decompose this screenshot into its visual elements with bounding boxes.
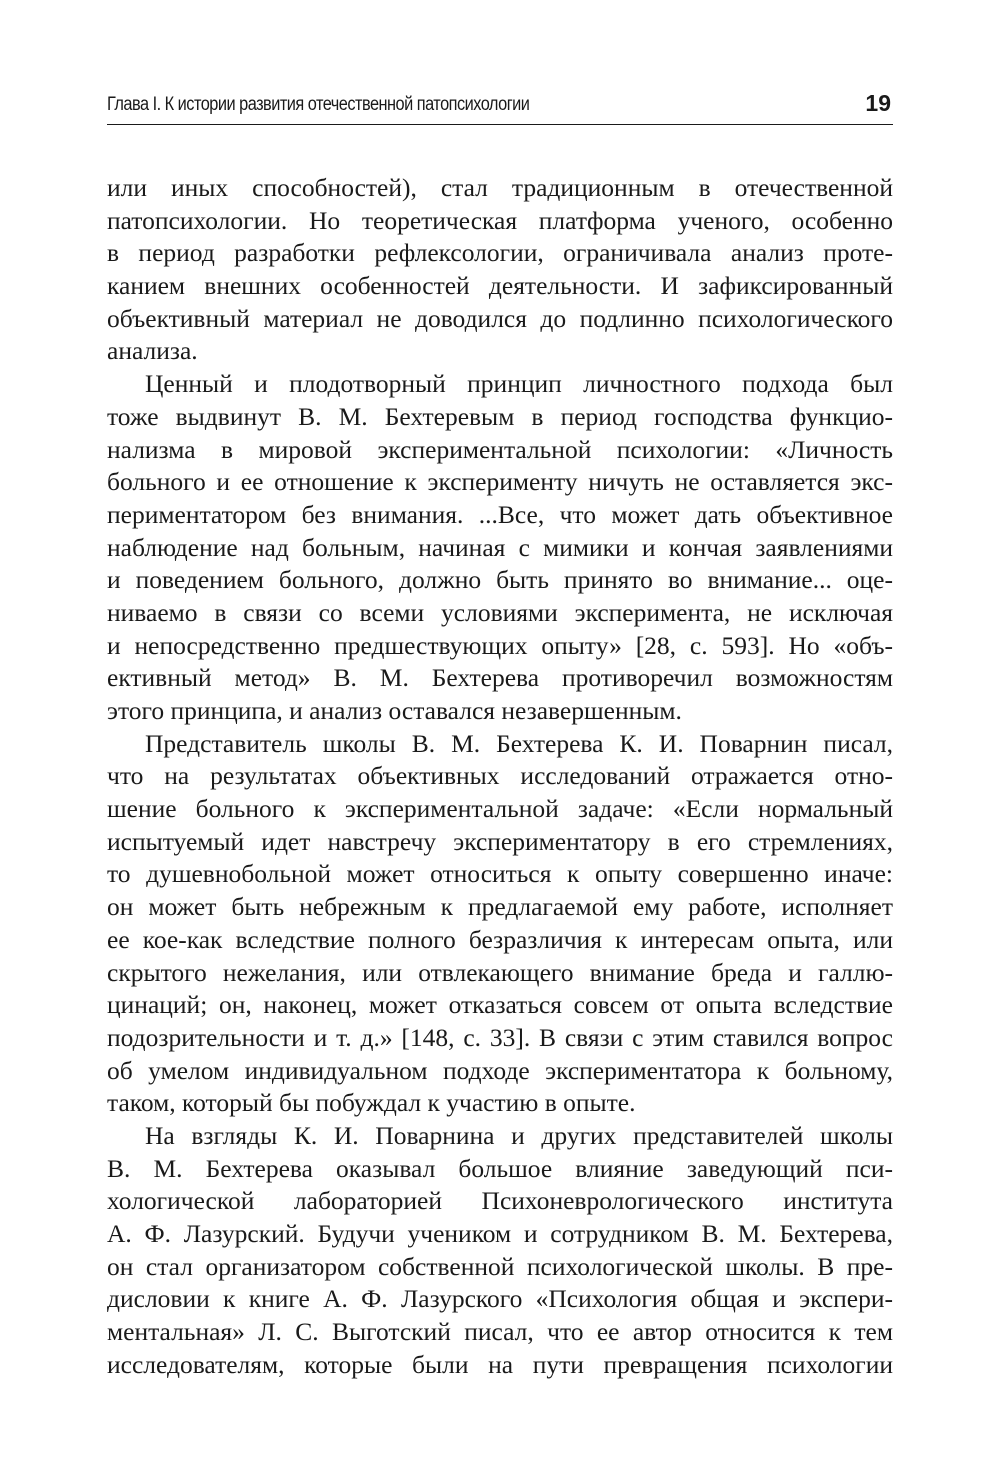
text-line: цинаций; он, наконец, может отказаться совсем от опыта вследствие bbox=[107, 990, 893, 1020]
chapter-title: Глава I. К истории развития отечественной патопсихологии bbox=[107, 94, 530, 115]
text-line: патопсихологии. Но теоретическая платформа ученого, особенно bbox=[107, 205, 893, 235]
paragraph-3 bbox=[107, 728, 893, 1120]
text-line: хологической лабораторией Психоневрологического института bbox=[107, 1186, 893, 1216]
text-line: таком, который бы побуждал к участию в опыте. bbox=[107, 1088, 636, 1118]
text-line: подозрительности и т. д.» [148, с. 33]. В связи с этим ставился вопрос bbox=[107, 1022, 893, 1052]
text-line: анализа. bbox=[107, 336, 198, 366]
text-line: А. Ф. Лазурский. Будучи учеником и сотрудником В. М. Бехтерева, bbox=[107, 1219, 893, 1248]
running-header bbox=[107, 88, 893, 125]
text-line: наблюдение над больным, начиная с мимики и кончая заявлениями bbox=[107, 532, 893, 562]
text-line: тоже выдвинут В. М. Бехтеревым в период господства функцио- bbox=[107, 401, 893, 431]
text-line: Ценный и плодотворный принцип личностного подхода был bbox=[145, 369, 893, 399]
text-line: он может быть небрежным к предлагаемой ему работе, исполняет bbox=[107, 892, 893, 922]
text-line: периментатором без внимания. ...Все, что может дать объективное bbox=[107, 499, 893, 529]
text-line: этого принципа, и анализ оставался незавершенным. bbox=[107, 696, 682, 725]
text-line: он стал организатором собственной психологической школы. В пре- bbox=[107, 1251, 893, 1281]
text-line: испытуемый идет навстречу экспериментатору в его стремлениях, bbox=[107, 826, 893, 856]
page-number: 19 bbox=[865, 90, 891, 116]
text-line: то душевнобольной может относиться к опыту совершенно иначе: bbox=[107, 859, 893, 889]
text-line: В. М. Бехтерева оказывал большое влияние заведующий пси- bbox=[107, 1153, 893, 1183]
text-line: и поведением больного, должно быть принято во внимание... оце- bbox=[107, 565, 893, 595]
text-line: шение больного к экспериментальной задаче: «Если нормальный bbox=[107, 794, 893, 824]
body-text bbox=[107, 172, 893, 1381]
text-line: На взгляды К. И. Поварнина и других представителей школы bbox=[145, 1120, 893, 1150]
text-line: и непосредственно предшествующих опыту» [28, с. 593]. Но «объ- bbox=[107, 630, 893, 660]
text-line: ее кое-как вследствие полного безразличия к интересам опыта, или bbox=[107, 924, 893, 954]
paragraph-4 bbox=[107, 1120, 893, 1382]
text-line: канием внешних особенностей деятельности. И зафиксированный bbox=[107, 271, 893, 301]
text-line: ниваемо в связи со всеми условиями эксперимента, не исключая bbox=[107, 597, 893, 627]
text-line: об умелом индивидуальном подходе экспериментатора к больному, bbox=[107, 1055, 893, 1085]
text-line: больного и ее отношение к эксперименту ничуть не оставляется экс- bbox=[107, 467, 893, 497]
text-line: ментальная» Л. С. Выготский писал, что ее автор относится к тем bbox=[107, 1317, 893, 1347]
text-line: дисловии к книге А. Ф. Лазурского «Психология общая и экспери- bbox=[107, 1284, 893, 1314]
text-line: в период разработки рефлексологии, ограничивала анализ проте- bbox=[107, 238, 893, 268]
text-line: исследователям, которые были на пути превращения психологии bbox=[107, 1349, 893, 1379]
text-line: нализма в мировой экспериментальной психологии: «Личность bbox=[107, 434, 893, 464]
paragraph-1 bbox=[107, 172, 893, 368]
text-line: ективный метод» В. М. Бехтерева противоречил возможностям bbox=[107, 663, 893, 693]
text-line: что на результатах объективных исследований отражается отно- bbox=[107, 761, 893, 791]
text-line: объективный материал не доводился до подлинно психологического bbox=[107, 303, 893, 333]
text-line: или иных способностей), стал традиционным в отечественной bbox=[107, 173, 893, 202]
text-line: Представитель школы В. М. Бехтерева К. И. Поварнин писал, bbox=[145, 728, 893, 758]
text-line: скрытого нежелания, или отвлекающего внимание бреда и галлю- bbox=[107, 957, 893, 987]
paragraph-2 bbox=[107, 368, 893, 728]
